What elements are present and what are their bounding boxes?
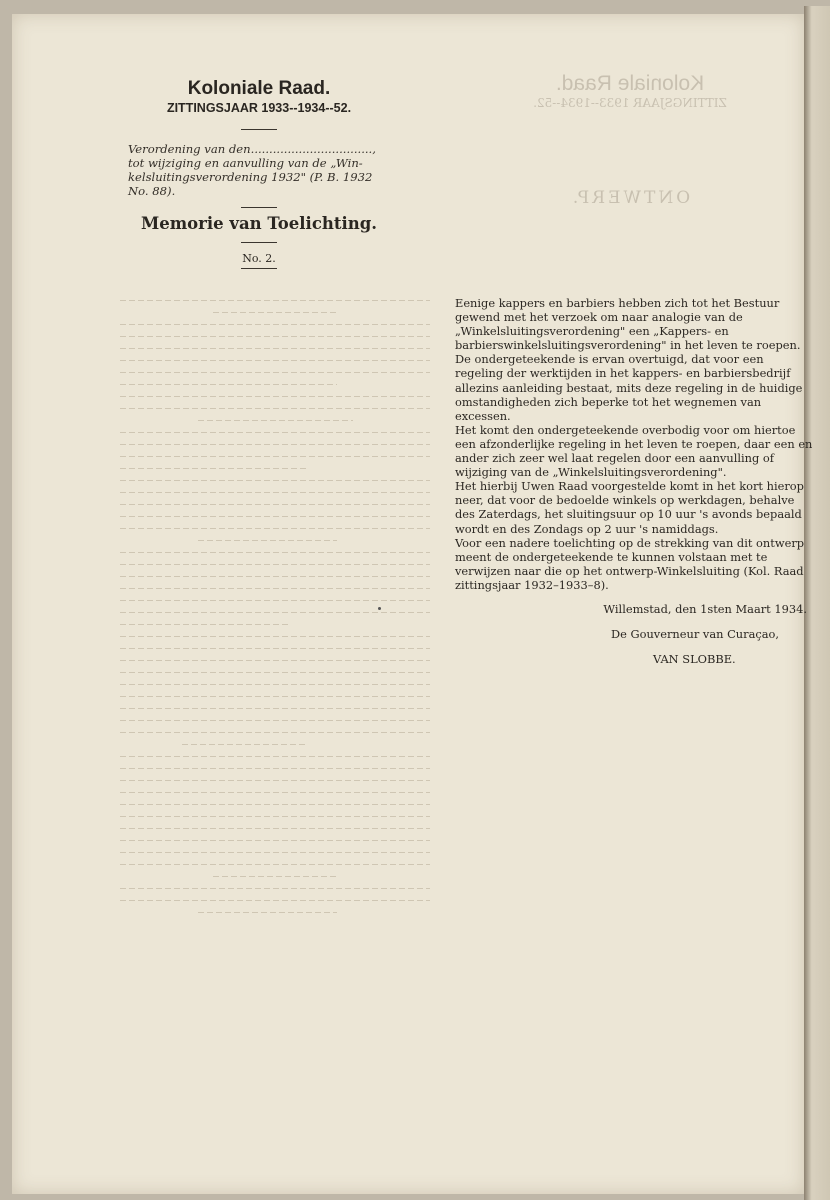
document-number: No. 2. xyxy=(242,252,276,265)
bleed-through-session: ZITTINGSJAAR 1933--1934--52. xyxy=(533,96,727,110)
subject-line: kelsluitingsverordening 1932" (P. B. 1932 xyxy=(128,170,373,184)
memorandum-body xyxy=(455,296,815,666)
ordinance-subject xyxy=(128,142,390,198)
signatory-title: De Gouverneur van Curaçao, xyxy=(611,627,780,642)
subject-line: tot wijziging en aanvulling van de „Win- xyxy=(128,156,363,170)
bleed-through-title: Koloniale Raad. xyxy=(555,72,705,95)
divider xyxy=(241,207,277,208)
ink-speck xyxy=(378,607,381,610)
divider xyxy=(241,129,277,130)
document-header xyxy=(128,78,390,269)
bleed-through-text xyxy=(120,300,430,924)
bleed-through-draft: ONTWERP. xyxy=(569,188,691,208)
council-title: Koloniale Raad. xyxy=(187,78,331,99)
place-date: Willemstad, den 1sten Maart 1934. xyxy=(603,601,807,616)
document-heading: Memorie van Toelichting. xyxy=(140,214,378,233)
subject-line: No. 88). xyxy=(128,184,176,198)
divider xyxy=(241,268,277,269)
paragraph: Eenige kappers en barbiers hebben zich tot het Bestuur gewend met het verzoek om naar analogie van de „Winkelsluitingsverordening" een „Kappers- en barbierswinkelsluitingsverordening" in het leven te roepen. xyxy=(455,296,801,353)
paragraph: Het komt den ondergeteekende overbodig voor om hiertoe een afzonderlijke regeling in het leven te roepen, daar een en ander zich zeer wel laat regelen door een aanvulling of wijziging van de „Winkelsluitingsverordening". xyxy=(455,422,813,480)
subject-line: Verordening van den................................., xyxy=(128,142,376,156)
paragraph: Voor een nadere toelichting op de strekking van dit ontwerp meent de ondergeteekende te kunnen volstaan met te verwijzen naar die op het ontwerp-Winkelsluiting (Kol. Raad zittingsjaar 1932–1933–8). xyxy=(455,535,805,592)
divider xyxy=(241,242,277,243)
paragraph: De ondergeteekende is ervan overtuigd, dat voor een regeling der werktijden in het kappers- en barbiersbedrijf allezins aanleiding bestaat, mits deze regeling in de huidige omstandigheden zich beperke tot het wegnemen van excessen. xyxy=(455,352,803,423)
paragraph: Het hierbij Uwen Raad voorgestelde komt in het kort hierop neer, dat voor de bedoelde winkels op werkdagen, behalve des Zaterdags, het sluitingsuur op 10 uur 's avonds bepaald wordt en des Zondags op 2 uur 's namiddags. xyxy=(455,479,804,536)
session-year: ZITTINGSJAAR 1933--1934--52. xyxy=(166,101,352,115)
signatory-name: VAN SLOBBE. xyxy=(653,652,736,667)
